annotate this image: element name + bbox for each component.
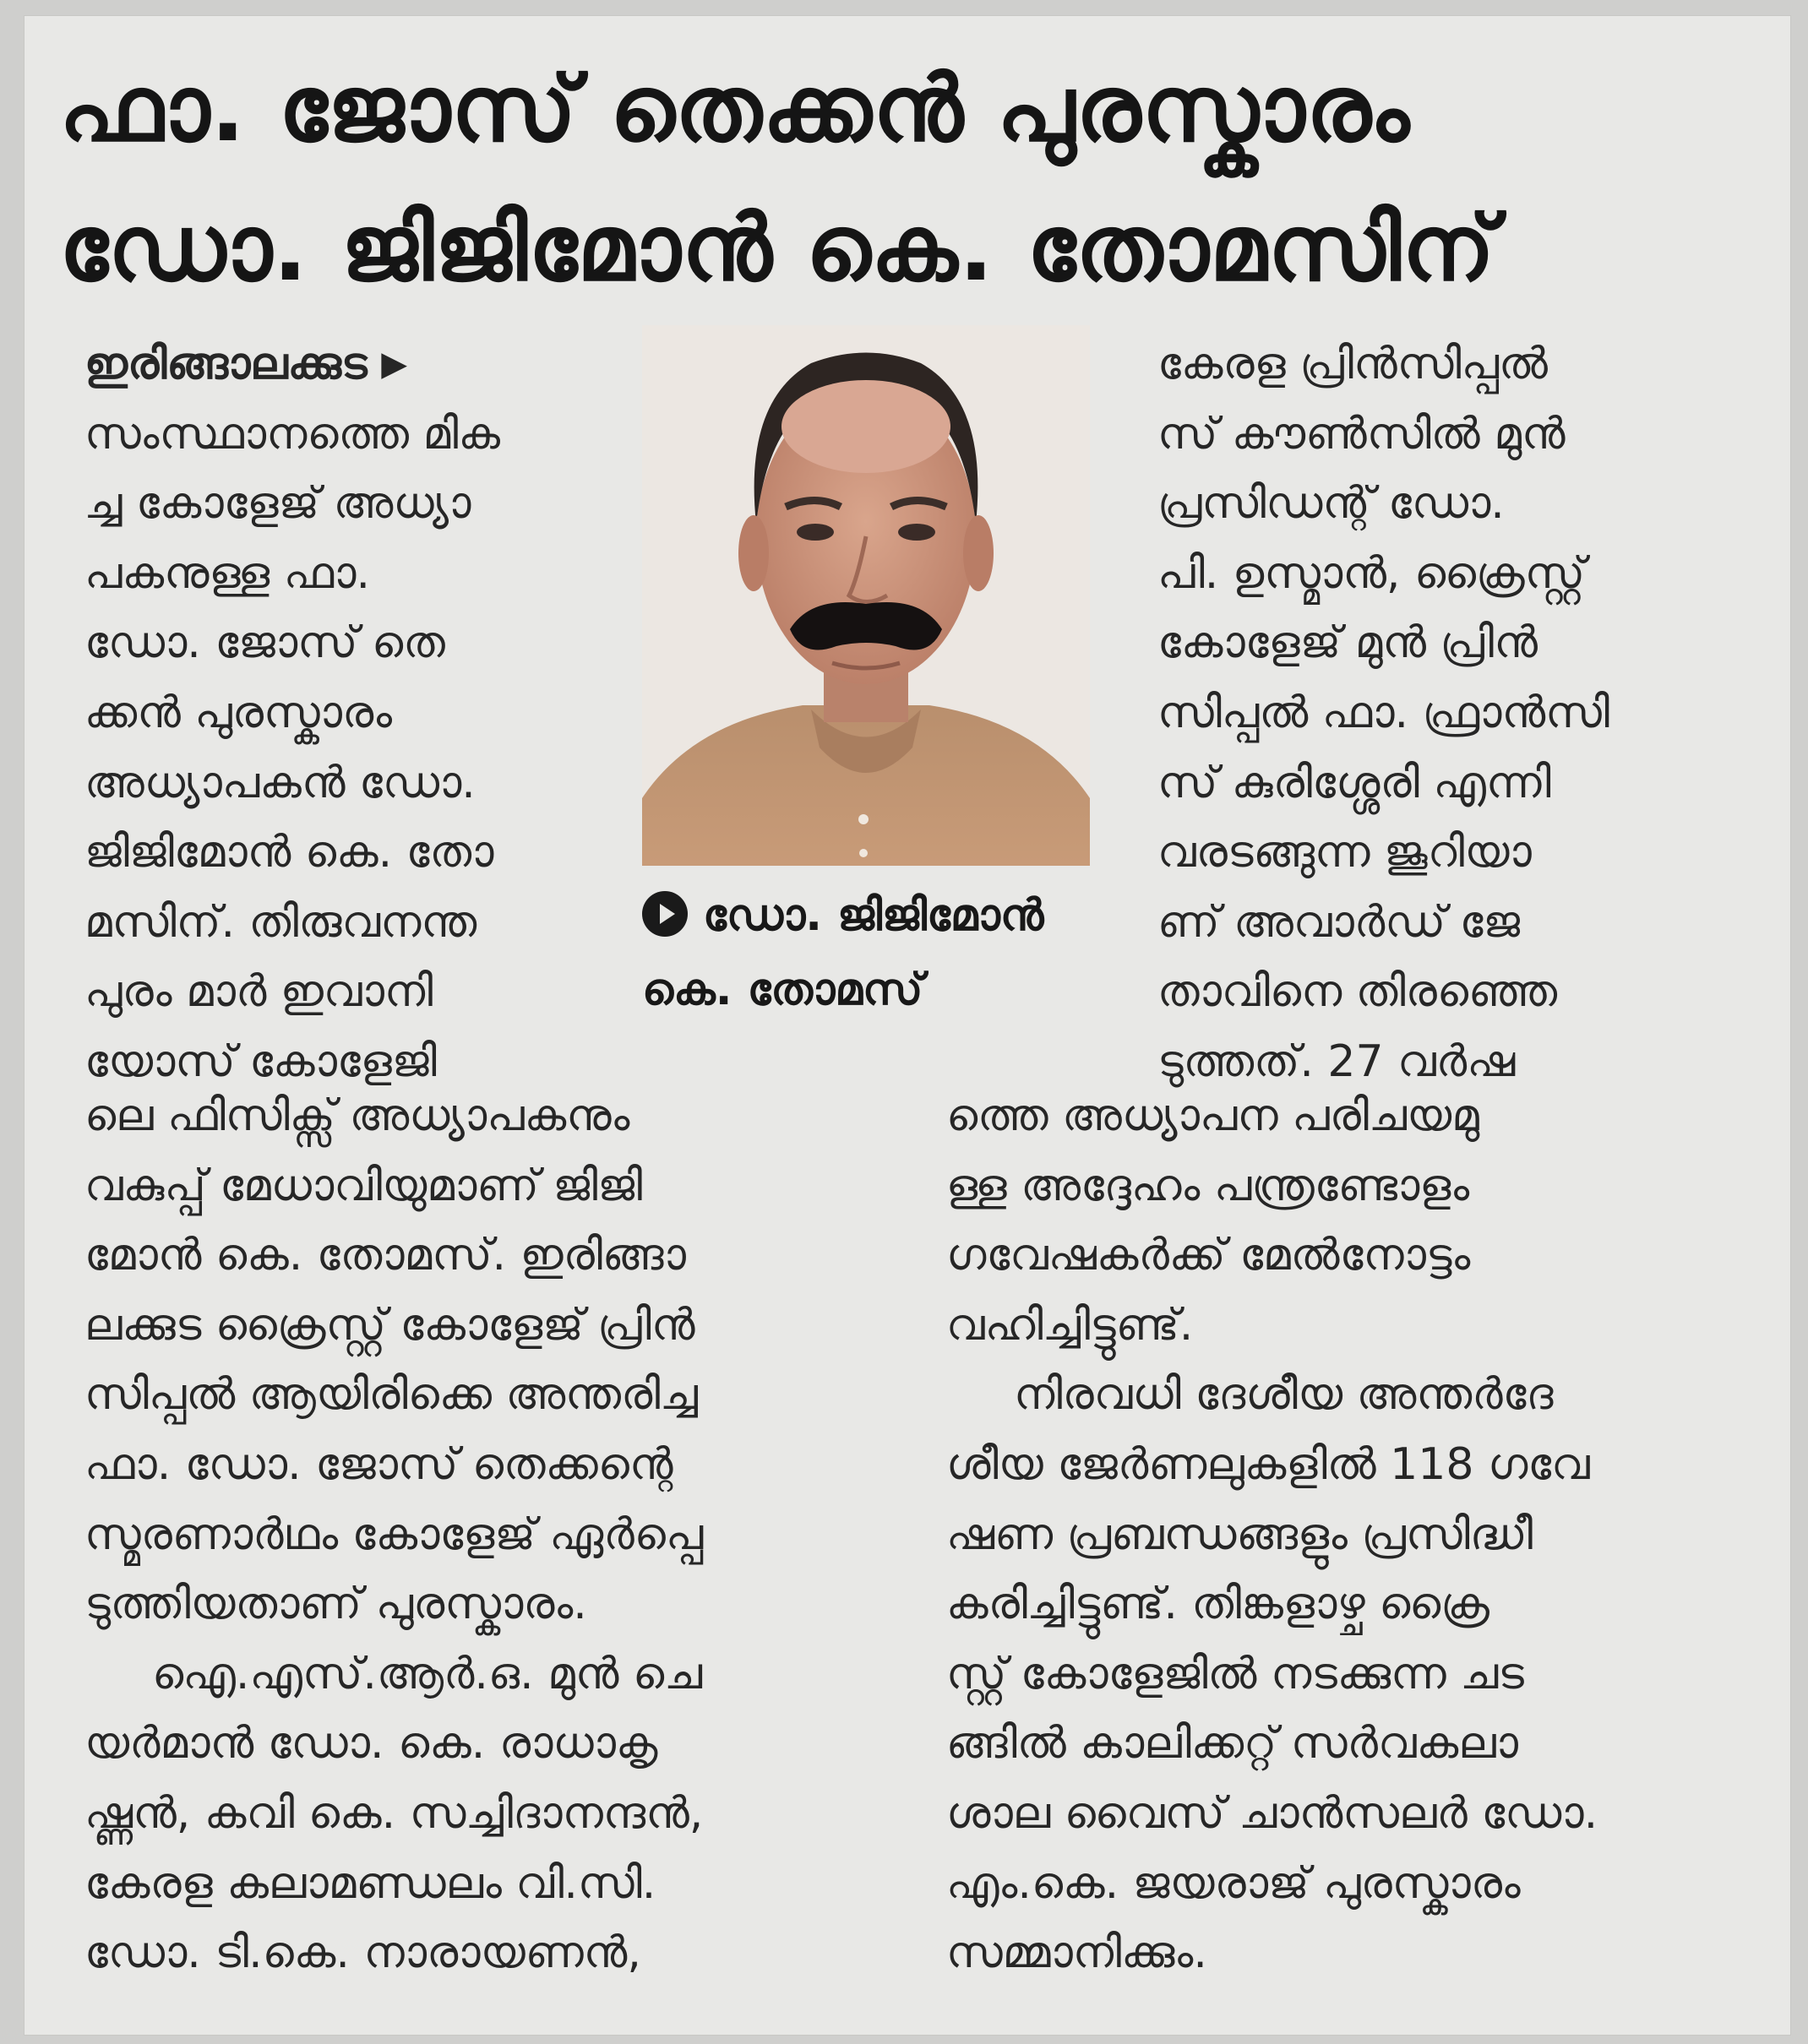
article-line: ഡോ. ജോസ് തെ [84, 617, 445, 669]
article-line: സിപ്പൽ ആയിരിക്കെ അന്തരിച്ച [84, 1369, 698, 1421]
article-line: യോസ് കോളേജി [84, 1036, 437, 1087]
article-line: യർമാൻ ഡോ. കെ. രാധാകൃ [84, 1718, 658, 1769]
article-line: ജിജിമോൻ കെ. തോ [84, 827, 494, 878]
article-line: ടുത്തത്. 27 വർഷ [1157, 1036, 1516, 1087]
article-line: ശീയ ജേർണലുകളിൽ 118 ഗവേ [946, 1438, 1590, 1490]
article-line: ള്ള അദ്ദേഹം പന്ത്രണ്ടോളം [946, 1160, 1470, 1211]
article-line: ഡോ. ടി.കെ. നാരായണൻ, [84, 1927, 641, 1979]
play-icon [642, 891, 688, 937]
article-line: ണ് അവാർഡ് ജേ [1157, 896, 1521, 948]
article-column-3 [1157, 329, 1698, 1097]
article-line: അധ്യാപകൻ ഡോ. [84, 757, 476, 808]
article-line: ടുത്തിയതാണ് പുരസ്കാരം. [84, 1579, 587, 1630]
article-line: വഹിച്ചിട്ടുണ്ട്. [946, 1299, 1194, 1351]
article-line: സ്റ്റ് കോളേജിൽ നടക്കുന്ന ചട [946, 1648, 1524, 1699]
article-line: സ് കൗൺസിൽ മുൻ [1157, 408, 1566, 459]
caption-line [642, 878, 1115, 953]
article-line: വകുപ്പ് മേധാവിയുമാണ് ജിജി [84, 1160, 643, 1211]
article-line: പകനുള്ള ഫാ. [84, 547, 370, 599]
article-line: ഷണ പ്രബന്ധങ്ങളും പ്രസിദ്ധീ [946, 1509, 1533, 1560]
portrait-illustration [642, 325, 1090, 866]
article-line: വരടങ്ങുന്ന ജൂറിയാ [1157, 827, 1532, 878]
article-line: ലക്കുട ക്രൈസ്റ്റ് കോളേജ് പ്രിൻ [84, 1299, 695, 1351]
article-line: മോൻ കെ. തോമസ്. ഇരിങ്ങാ [84, 1230, 686, 1281]
article-line: ഷ്ണൻ, കവി കെ. സച്ചിദാനന്ദൻ, [84, 1787, 704, 1839]
article-line: സ്മരണാർഥം കോളേജ് ഏർപ്പെ [84, 1509, 704, 1560]
article-line: പി. ഉസ്മാൻ, ക്രൈസ്റ്റ് [1157, 547, 1586, 599]
article-line: എം.കെ. ജയരാജ് പുരസ്കാരം [946, 1857, 1521, 1909]
article-line: നിരവധി ദേശീയ അന്തർദേ [1014, 1369, 1554, 1421]
article-column-1 [84, 329, 575, 1097]
article-line: പുരം മാർ ഇവാനി [84, 966, 433, 1018]
portrait-photo [642, 325, 1090, 866]
article-line: ശാല വൈസ് ചാൻസലർ ഡോ. [946, 1787, 1598, 1839]
article-line: സംസ്ഥാനത്തെ മിക [84, 408, 500, 459]
article-line: ത്തെ അധ്യാപന പരിചയമു [946, 1090, 1479, 1141]
article-line: താവിനെ തിരഞ്ഞെ [1157, 966, 1558, 1018]
caption-line: കെ. തോമസ് [642, 965, 923, 1015]
headline-line-2: ഡോ. ജിജിമോൻ കെ. തോമസിന് [59, 196, 1496, 302]
article-line: ക്കൻ പുരസ്കാരം [84, 687, 392, 738]
photo-caption [642, 878, 1115, 1027]
dateline: ഇരിങ്ങാലക്കുട [84, 339, 368, 389]
article-line: ലെ ഫിസിക്സ് അധ്യാപകനും [84, 1090, 630, 1141]
dateline-arrow-icon: ▶ [381, 345, 407, 383]
article-line: ഐ.എസ്.ആർ.ഒ. മുൻ ചെ [152, 1648, 703, 1699]
article-line: കരിച്ചിട്ടുണ്ട്. തിങ്കളാഴ്ച ക്രൈ [946, 1579, 1489, 1630]
headline-line-1: ഫാ. ജോസ് തെക്കൻ പുരസ്കാരം [59, 57, 1411, 162]
article-line: കേരള പ്രിൻസിപ്പൽ [1157, 339, 1548, 389]
article-line [84, 329, 575, 400]
article-line: കോളേജ് മുൻ പ്രിൻ [1157, 617, 1538, 669]
caption-name: ഡോ. ജിജിമോൻ [703, 890, 1044, 941]
article-line: സമ്മാനിക്കും. [946, 1927, 1207, 1979]
article-line: സ് കുരിശ്ശേരി എന്നി [1157, 757, 1551, 808]
article-line: സിപ്പൽ ഫാ. ഫ്രാൻസി [1157, 687, 1610, 738]
article-column-1-continued [84, 1081, 853, 1988]
article-line: ങ്ങിൽ കാലിക്കറ്റ് സർവകലാ [946, 1718, 1518, 1769]
article-line: ഫാ. ഡോ. ജോസ് തെക്കന്റെ [84, 1438, 673, 1490]
article-line: ഗവേഷകർക്ക് മേൽനോട്ടം [946, 1230, 1471, 1281]
article-column-4 [946, 1081, 1707, 1988]
article-line: ച്ച കോളേജ് അധ്യാ [84, 478, 471, 530]
article-line: കേരള കലാമണ്ഡലം വി.സി. [84, 1857, 656, 1909]
article-line: പ്രസിഡന്റ് ഡോ. [1157, 478, 1505, 530]
article-line: മസിന്. തിരുവനന്ത [84, 896, 477, 948]
